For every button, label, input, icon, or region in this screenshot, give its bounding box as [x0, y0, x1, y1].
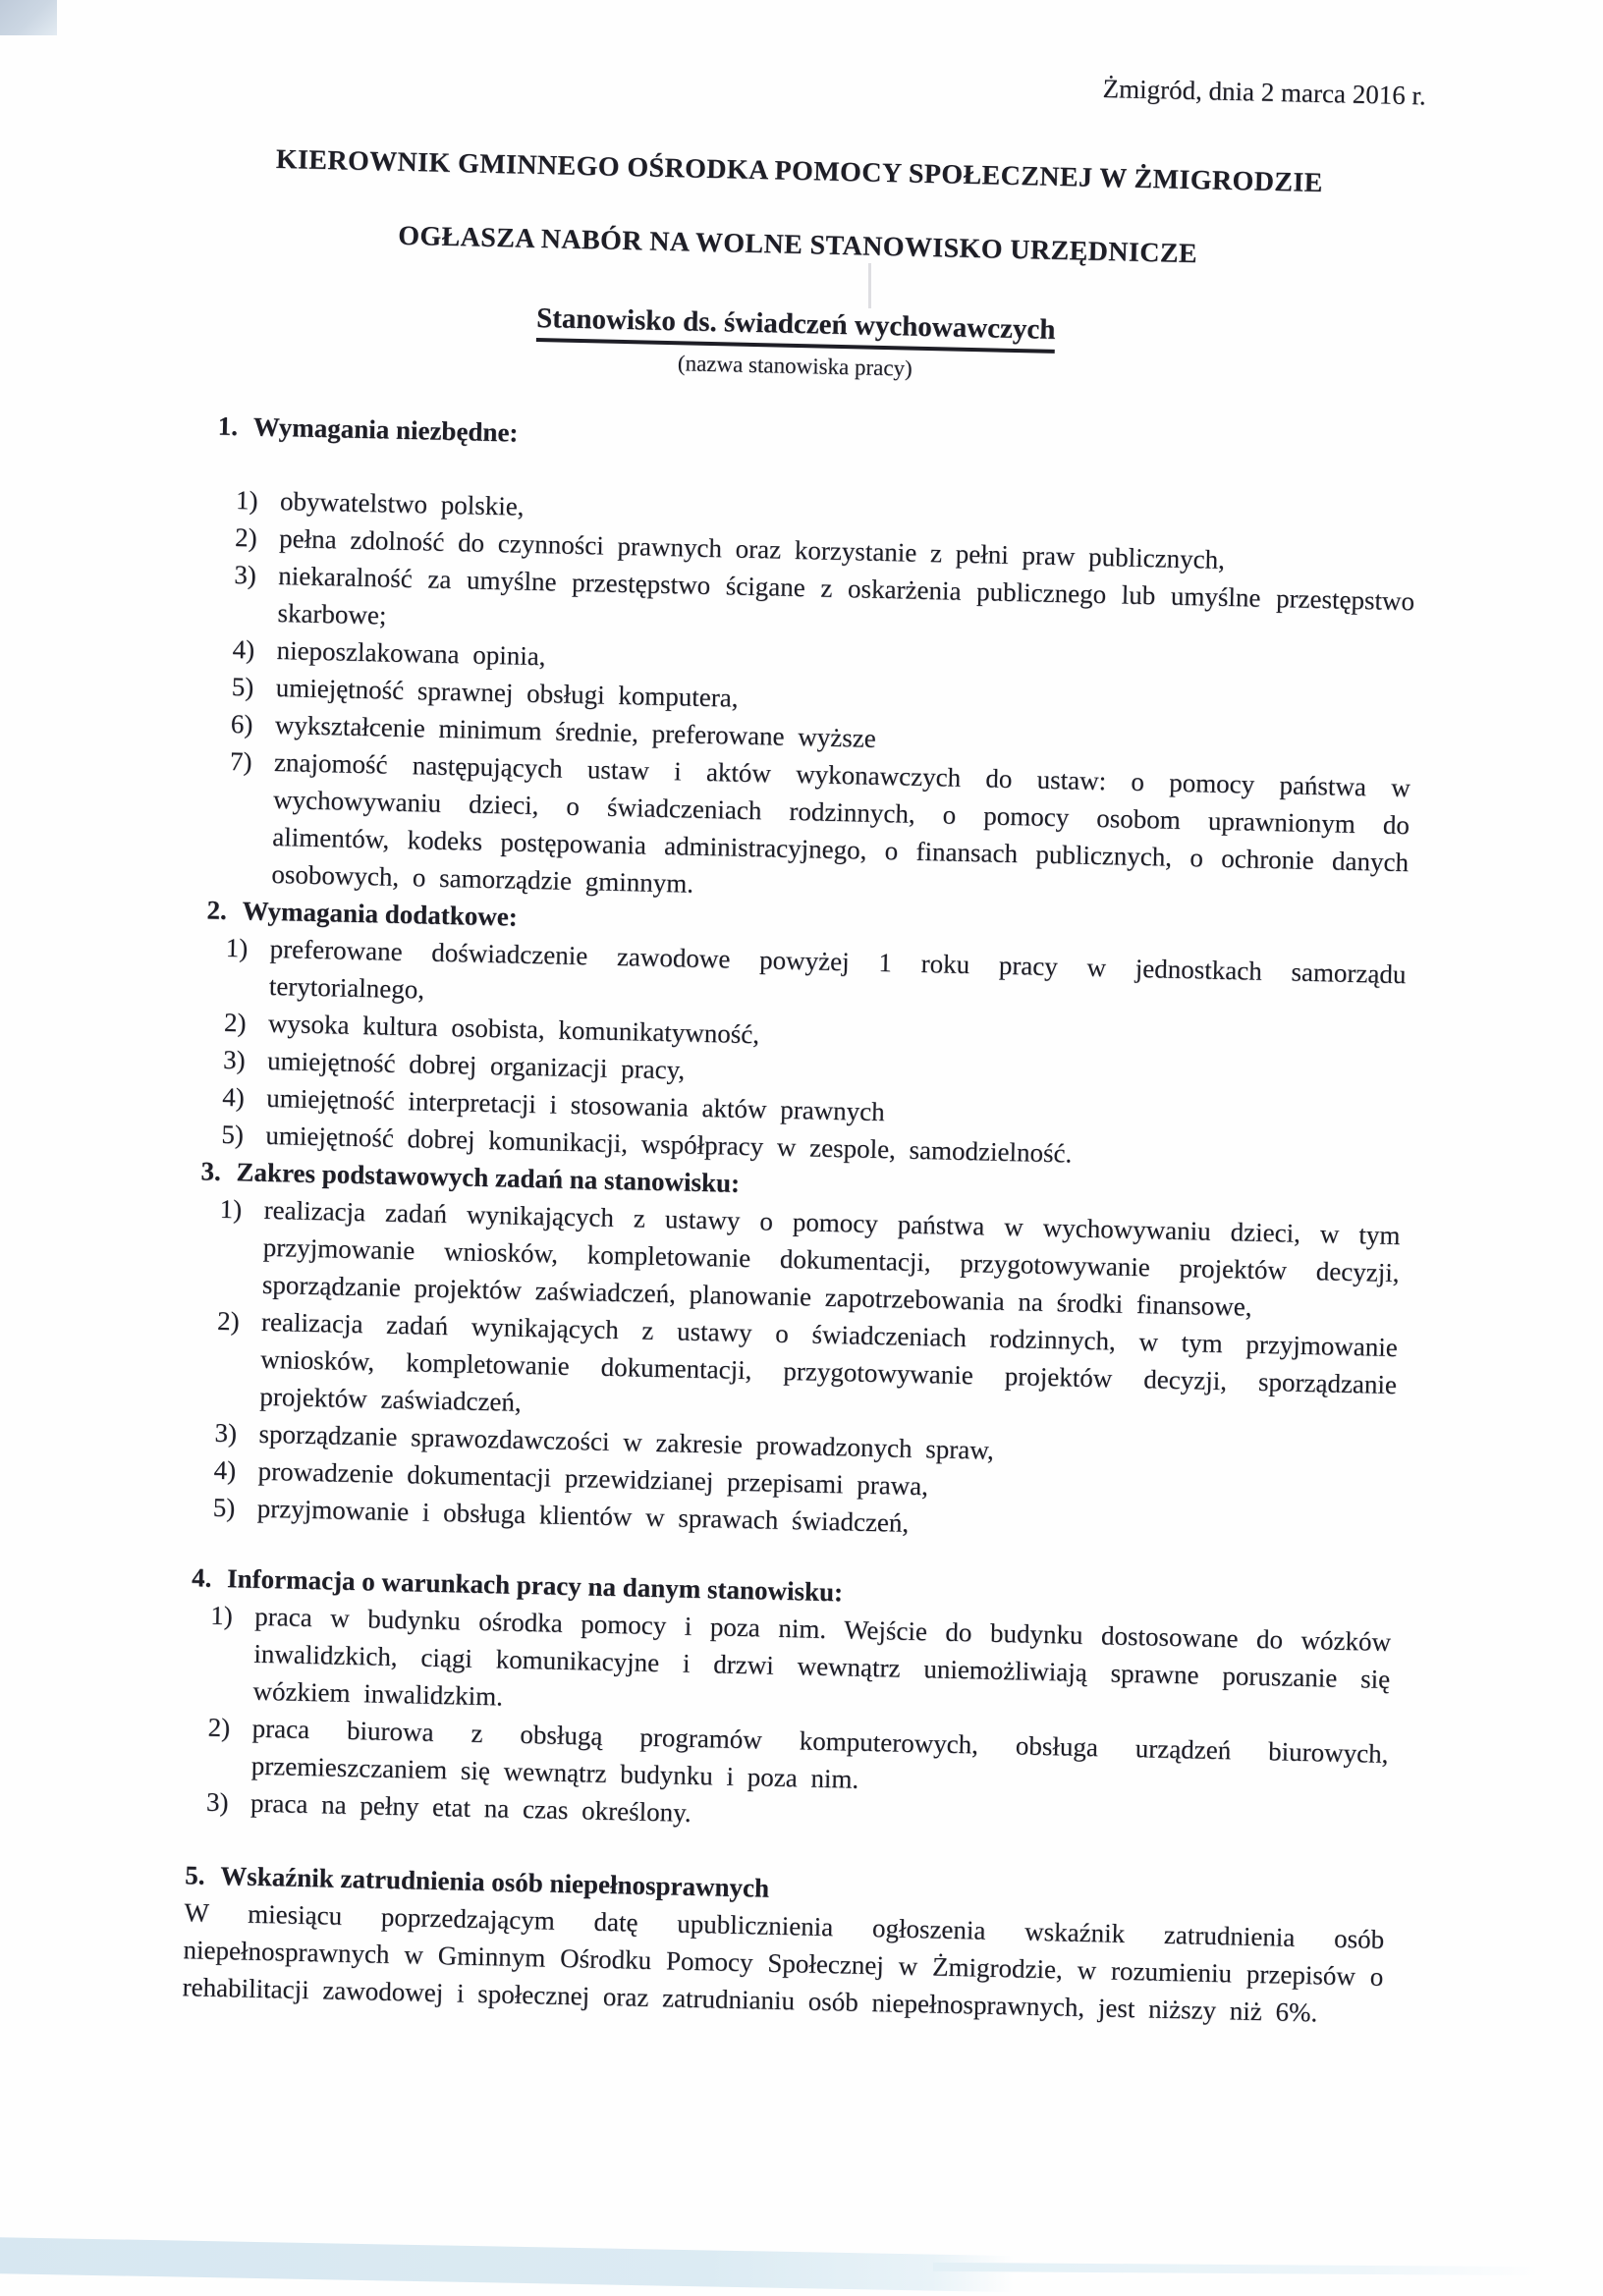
list-item	[229, 743, 1411, 918]
item-text: pełna zdolność do czynności prawnych oraz korzystanie z pełni praw publicznych,	[278, 523, 1226, 574]
item-text: prowadzenie dokumentacji przewidzianej przepisami prawa,	[257, 1455, 929, 1502]
section-requirements-essential	[0, 402, 1595, 922]
item-text: preferowane doświadczenie zawodowe powyżej 1 roku pracy w jednostkach samorządu terytorialnego,	[268, 933, 1407, 1005]
item-number: 5)	[221, 1119, 245, 1150]
section-requirements-additional	[0, 886, 1584, 1183]
item-text: realizacja zadań wynikających z ustawy o świadczeniach rodzinnych, w tym przyjmowanie wniosków, kompletowanie dokumentacji, przygotowywanie projektów decyzji, sporządzanie projektów zaświadczeń,	[259, 1306, 1399, 1417]
item-text: wykształcenie minimum średnie, preferowane wyższe	[274, 710, 877, 753]
item-text: umiejętność sprawnej obsługi komputera,	[275, 673, 739, 713]
item-number: 4)	[213, 1454, 237, 1486]
item-text: sporządzanie sprawozdawczości w zakresie prowadzonych spraw,	[258, 1418, 995, 1465]
item-text: niekaralność za umyślne przestępstwo ścigane z oskarżenia publicznego lub umyślne przestępstwo skarbowe;	[277, 561, 1415, 630]
item-text: nieposzlakowana opinia,	[276, 635, 546, 672]
item-text: umiejętność dobrej organizacji pracy,	[266, 1045, 686, 1085]
item-number: 4)	[221, 1081, 246, 1113]
item-number: 3)	[222, 1044, 247, 1075]
item-number: 2)	[216, 1305, 240, 1337]
item-number: 3)	[205, 1786, 229, 1818]
item-text: umiejętność dobrej komunikacji, współpracy w zespole, samodzielność.	[265, 1120, 1073, 1169]
section-title: Wymagania dodatkowe:	[242, 896, 519, 932]
item-text: praca biurowa z obsługą programów komputerowych, obsługa urządzeń biurowych, przemieszczaniem się wewnątrz budynku i poza nim.	[250, 1713, 1389, 1794]
item-text: praca na pełny etat na czas określony.	[249, 1787, 692, 1828]
section-items	[0, 475, 1593, 922]
section-title: Informacja o warunkach pracy na danym stanowisku:	[226, 1563, 844, 1608]
section-items	[0, 923, 1583, 1183]
item-number: 4)	[232, 634, 255, 665]
section-number: 1.	[217, 410, 239, 442]
item-text: umiejętność interpretacji i stosowania aktów prawnych	[265, 1082, 886, 1127]
position-title: Stanowisko ds. świadczeń wychowawczych	[536, 300, 1056, 354]
item-number: 7)	[229, 745, 252, 777]
item-text: przyjmowanie i obsługa klientów w sprawach świadczeń,	[256, 1493, 910, 1538]
item-number: 3)	[214, 1417, 238, 1449]
item-text: praca w budynku ośrodka pomocy i poza nim. Wejście do budynku dostosowane do wózków inwalidzkich, ciągi komunikacyjne i drzwi wewnątrz uniemożliwiają sprawne poruszanie się wózkiem inwalidzkim.	[252, 1601, 1392, 1712]
item-number: 2)	[223, 1007, 247, 1038]
section-number: 2.	[206, 895, 228, 925]
position-subtitle: (nazwa stanowiska pracy)	[677, 351, 913, 381]
item-number: 1)	[235, 485, 258, 516]
announcement-heading-2: OGŁASZA NABÓR NA WOLNE STANOWISKO URZĘDNICZE	[397, 220, 1198, 270]
item-number: 1)	[219, 1193, 243, 1225]
section-number: 5.	[184, 1860, 205, 1890]
item-text: obywatelstwo polskie,	[279, 486, 525, 521]
item-number: 5)	[212, 1492, 236, 1523]
item-number: 1)	[210, 1600, 234, 1631]
section-disability-rate	[0, 1851, 1562, 2037]
item-number: 5)	[231, 672, 254, 702]
item-text: wysoka kultura osobista, komunikatywność,	[267, 1008, 760, 1050]
item-number: 3)	[234, 560, 257, 590]
section-number: 3.	[200, 1156, 222, 1186]
section-work-conditions	[0, 1554, 1569, 1851]
item-number: 2)	[207, 1712, 231, 1743]
section-items	[0, 1184, 1577, 1557]
section-tasks	[0, 1147, 1578, 1557]
section-title: Wskaźnik zatrudnienia osób niepełnosprawnych	[219, 1861, 770, 1903]
item-number: 1)	[225, 932, 249, 963]
section-number: 4.	[191, 1562, 212, 1593]
scan-artifact-bottom-strip-faint	[933, 2263, 1542, 2275]
item-text: realizacja zadań wynikających z ustawy o pomocy państwa w wychowywaniu dzieci, w tym przyjmowanie wniosków, kompletowanie dokumentacji, przygotowywanie projektów decyzji, sporządzanie projektów zaświadczeń, planowanie zapotrzebowania na środki finansowe,	[261, 1194, 1401, 1322]
item-number: 6)	[230, 708, 253, 739]
scan-artifact-bottom-strip	[0, 2237, 1015, 2292]
section-items	[0, 1591, 1568, 1851]
section-heading	[217, 408, 1448, 472]
date-line: Żmigród, dnia 2 marca 2016 r.	[1102, 73, 1427, 111]
item-text: znajomość następujących ustaw i aktów wykonawczych do ustaw: o pomocy państwa w wychowywaniu dzieci, o świadczeniach rodzinnych, o pomocy osobom uprawnionym do alimentów, kodeks postępowania administracyjnego, o finansach publicznych, o ochronie danych osobowych, o samorządzie gminnym.	[271, 747, 1411, 899]
announcement-heading-1: KIEROWNIK GMINNEGO OŚRODKA POMOCY SPOŁECZNEJ W ŻMIGRODZIE	[275, 143, 1324, 199]
section-title: Wymagania niezbędne:	[252, 411, 519, 448]
section-paragraph: W miesiącu poprzedzającym datę upublicznienia ogłoszenia wskaźnik zatrudnienia osób niepełnosprawnych w Gminnym Ośrodku Pomocy Społecznej w Żmigrodzie, w rozumieniu przepisów o rehabilitacji zawodowej i społecznej oraz zatrudnianiu osób niepełnosprawnych, jest niższy niż 6%.	[182, 1897, 1385, 2028]
item-number: 2)	[234, 522, 258, 553]
section-title: Zakres podstawowych zadań na stanowisku:	[236, 1157, 741, 1198]
